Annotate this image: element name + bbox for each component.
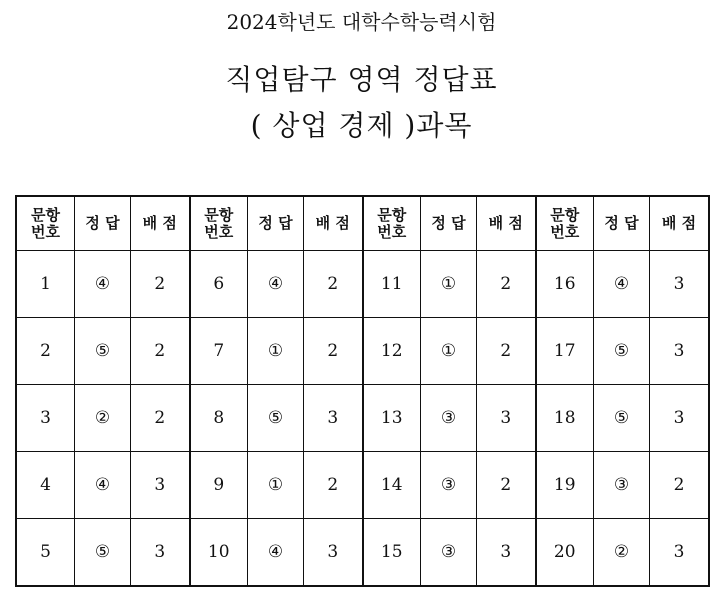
score-value: 3 xyxy=(650,318,709,385)
answer-mark: ④ xyxy=(248,251,304,318)
answer-mark: ④ xyxy=(75,251,131,318)
question-number: 2 xyxy=(17,318,75,385)
table-row xyxy=(17,251,709,318)
score-value: 2 xyxy=(477,318,536,385)
answer-mark: ④ xyxy=(594,251,650,318)
question-number: 9 xyxy=(190,452,248,519)
score-value: 2 xyxy=(304,452,363,519)
column-header-answer: 정 답 xyxy=(421,197,477,251)
answer-mark: ⑤ xyxy=(75,519,131,586)
answer-mark: ① xyxy=(421,318,477,385)
score-value: 2 xyxy=(131,318,190,385)
score-value: 3 xyxy=(131,452,190,519)
answer-mark: ⑤ xyxy=(75,318,131,385)
score-value: 3 xyxy=(304,519,363,586)
answer-mark: ⑤ xyxy=(594,318,650,385)
answer-mark: ⑤ xyxy=(248,385,304,452)
answer-mark: ④ xyxy=(75,452,131,519)
score-value: 2 xyxy=(650,452,709,519)
score-value: 3 xyxy=(477,385,536,452)
score-value: 3 xyxy=(650,251,709,318)
answer-mark: ③ xyxy=(421,452,477,519)
question-number: 17 xyxy=(536,318,594,385)
column-header-number: 문항 번호 xyxy=(363,197,421,251)
answer-mark: ④ xyxy=(248,519,304,586)
question-number: 18 xyxy=(536,385,594,452)
score-value: 3 xyxy=(131,519,190,586)
question-number: 15 xyxy=(363,519,421,586)
table-row xyxy=(17,318,709,385)
answer-mark: ② xyxy=(75,385,131,452)
score-value: 2 xyxy=(131,385,190,452)
question-number: 3 xyxy=(17,385,75,452)
answer-mark: ⑤ xyxy=(594,385,650,452)
answer-mark: ① xyxy=(248,318,304,385)
question-number: 14 xyxy=(363,452,421,519)
column-header-score: 배 점 xyxy=(477,197,536,251)
column-header-number: 문항 번호 xyxy=(190,197,248,251)
table-row xyxy=(17,519,709,586)
answer-mark: ① xyxy=(248,452,304,519)
question-number: 10 xyxy=(190,519,248,586)
question-number: 19 xyxy=(536,452,594,519)
column-header-answer: 정 답 xyxy=(594,197,650,251)
column-header-score: 배 점 xyxy=(131,197,190,251)
question-number: 11 xyxy=(363,251,421,318)
exam-year-title: 2024학년도 대학수학능력시험 xyxy=(226,10,497,34)
question-number: 6 xyxy=(190,251,248,318)
score-value: 2 xyxy=(131,251,190,318)
column-header-answer: 정 답 xyxy=(248,197,304,251)
score-value: 2 xyxy=(304,318,363,385)
answer-mark: ③ xyxy=(421,385,477,452)
column-header-score: 배 점 xyxy=(304,197,363,251)
score-value: 2 xyxy=(477,251,536,318)
answer-key-table xyxy=(16,196,709,586)
question-number: 13 xyxy=(363,385,421,452)
question-number: 5 xyxy=(17,519,75,586)
question-number: 1 xyxy=(17,251,75,318)
question-number: 7 xyxy=(190,318,248,385)
table-row xyxy=(17,385,709,452)
score-value: 2 xyxy=(477,452,536,519)
question-number: 20 xyxy=(536,519,594,586)
question-number: 8 xyxy=(190,385,248,452)
answer-mark: ② xyxy=(594,519,650,586)
answer-mark: ③ xyxy=(421,519,477,586)
answer-mark: ① xyxy=(421,251,477,318)
table-row xyxy=(17,452,709,519)
question-number: 12 xyxy=(363,318,421,385)
score-value: 2 xyxy=(304,251,363,318)
score-value: 3 xyxy=(650,519,709,586)
score-value: 3 xyxy=(304,385,363,452)
column-header-number: 문항 번호 xyxy=(17,197,75,251)
subject-title: ( 상업 경제 )과목 xyxy=(250,109,473,142)
question-number: 4 xyxy=(17,452,75,519)
column-header-number: 문항 번호 xyxy=(536,197,594,251)
answer-key-title: 직업탐구 영역 정답표 xyxy=(225,63,498,96)
score-value: 3 xyxy=(650,385,709,452)
header-row xyxy=(17,197,709,251)
column-header-score: 배 점 xyxy=(650,197,709,251)
answer-mark: ③ xyxy=(594,452,650,519)
column-header-answer: 정 답 xyxy=(75,197,131,251)
score-value: 3 xyxy=(477,519,536,586)
question-number: 16 xyxy=(536,251,594,318)
